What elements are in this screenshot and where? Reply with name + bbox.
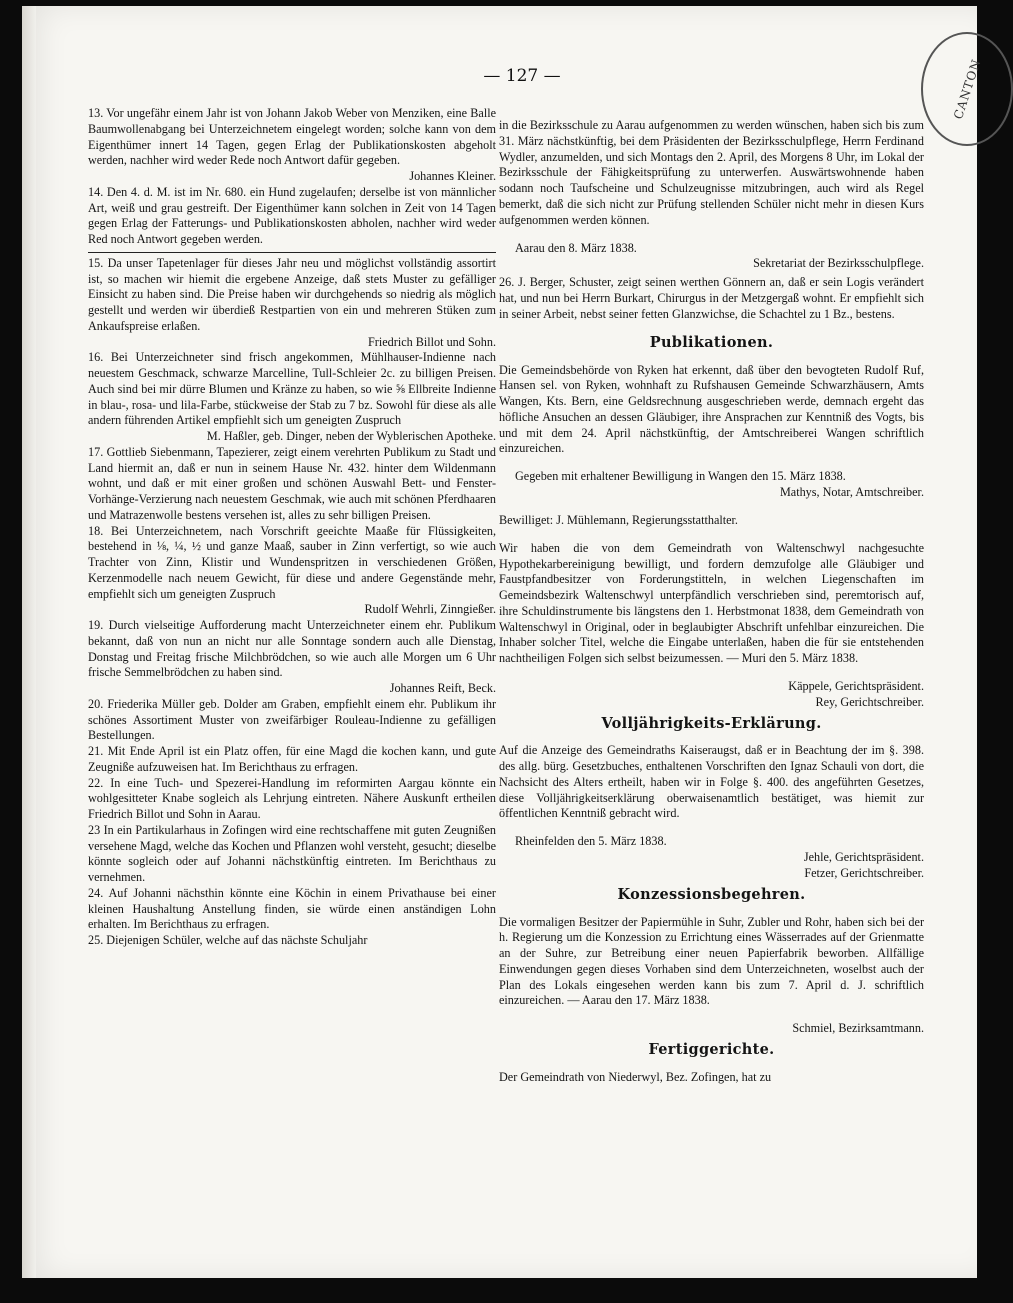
notice-16	[88, 350, 496, 445]
declaration-signature: Jehle, Gerichtspräsident.	[803, 850, 924, 865]
notice-text: 20. Friederika Müller geb. Dolder am Graben, empfiehlt einem ehr. Publikum ihr schönes Assortiment Muster von zweifärbiger Rouleau-Indienne zu gefälligen Bestellungen.	[88, 696, 496, 743]
notice-text: 16. Bei Unterzeichneter sind frisch angekommen, Mühlhauser-Indienne nach neuestem Geschmack, schwarze Marcelline, Tull-Schleier 2c. zu billigen Preisen. Auch sind bei mir dürre Blumen und Kränze zu haben, so wie ⅝ Ellbreite Indienne in blau-, rosa- und lila-Farbe, stückweise der Stab zu 7 bz. Sowohl für diese als alle andern führenden Artikel empfiehlt sich um geneigten Zuspruch	[88, 350, 496, 428]
section-divider	[88, 252, 496, 253]
section-heading-konzession: Konzessionsbegehren.	[617, 885, 806, 903]
right-column	[499, 106, 924, 1098]
stamp-text: CANTON	[950, 57, 984, 121]
notice-signature: Johannes Kleiner.	[409, 169, 496, 183]
notice-signature: Friedrich Billot und Sohn.	[368, 334, 496, 349]
notice-25	[88, 933, 496, 949]
publication-signature: Rey, Gerichtschreiber.	[815, 694, 924, 709]
notice-signature: Rudolf Wehrli, Zinngießer.	[364, 602, 496, 617]
notice-19	[88, 618, 496, 697]
notice-14	[88, 185, 496, 248]
concession-text: Die vormaligen Besitzer der Papiermühle in Suhr, Zubler und Rohr, haben sich bei der h. Regierung um die Konzession zu Errichtung eines Wässerrades auf der Grienmatte an der Suhre, zur Betreibung einer neuen Papierfabrik beworben. Allfällige Einwendungen gegen dieses Vorhaben sind dem Unterzeichneten, woselbst auch der Plan des Lokals eingesehen werden kann bis zum 7. April d. J. schriftlich einzureichen. — Aarau den 17. März 1838.	[499, 914, 924, 1008]
notice-26: 26. J. Berger, Schuster, zeigt seinen werthen Gönnern an, daß er sein Logis verändert hat, und nun bei Herrn Burkart, Chirurgus in der Metzgergaß wohnt. Er empfiehlt sich in seiner Arbeit, nebst seiner fetten Glanzwichse, die Schachtel zu 1 Bz., bestens.	[499, 275, 924, 321]
notice-24	[88, 886, 496, 933]
notice-text: 18. Bei Unterzeichnetem, nach Vorschrift geeichte Maaße für Flüssigkeiten, bestehend in ⅛, ¼, ½ und ganze Maaß, sauber in Zinn verfertigt, so wie auch Trachter von Zinn, Klistir und Wundenspritzen in verschiedenen Größen, Kerzenmodelle nach neuem Gewicht, für diese und andere Gegenstände mehr, empfiehlt sich um geneigten Zuspruch	[88, 523, 496, 601]
section-heading-publikationen: Publikationen.	[649, 333, 774, 351]
notice-23	[88, 823, 496, 886]
publication-given: Gegeben mit erhaltener Bewilligung in Wangen den 15. März 1838.	[515, 469, 846, 484]
newspaper-page	[22, 6, 984, 1278]
declaration-text: Auf die Anzeige des Gemeindraths Kaiseraugst, daß er in Beachtung der im §. 398. des allg. bürg. Gesetzbuches, enthaltenen Vorschriften den Ignaz Schauli von dort, die Nachsicht des Alters ertheilt, haben wir in Folge §. 400. des angeführten Gesetzes, diese Volljährigkeitserklärung oberwaisenamtlich bestätiget, was hiemit zur öffentlichen Kenntniß gebracht wird.	[499, 743, 924, 821]
publication-text: Wir haben die von dem Gemeindrath von Waltenschwyl nachgesuchte Hypothekarbereinigung bewilligt, und fordern demzufolge alle Gläubiger und Faustpfandbesitzer von Forderungstitteln, in welchen Liegenschaften im Gemeindsbezirk Waltenschwyl unterpfändlich verschrieben sind, peremtorisch auf, ihre Schuldinstrumente bis längstens den 1. Herbstmonat 1838, dem Gemeindrath von Waltenschwyl in Original, oder in beglaubigter Abschrift unfehlbar einzureichen. Die Inhaber solcher Titel, welche die Eingabe unterlaßen, haben die für sie entstehenden nachtheiligen Folgen sich selbst beizumessen. — Muri den 5. März 1838.	[499, 540, 924, 666]
notice-signature: M. Haßler, geb. Dinger, neben der Wyblerischen Apotheke.	[206, 429, 496, 443]
notice-signature: Johannes Reift, Beck.	[389, 681, 496, 695]
section-heading-volljaehrigkeit: Volljährigkeits-Erklärung.	[601, 714, 822, 732]
notice-text: 19. Durch vielseitige Aufforderung macht Unterzeichneter einem ehr. Publikum bekannt, daß von nun an nicht nur alle Sonntage sondern auch alle Dienstag, Donstag und Freitag frische Milchbrödchen, so wie auch alle Morgen um 6 Uhr frische Semmelbrödchen zu haben sind.	[88, 618, 496, 680]
notice-22	[88, 776, 496, 823]
notice-text: 25. Diejenigen Schüler, welche auf das nächste Schuljahr	[88, 933, 368, 947]
notice-text: 22. In eine Tuch- und Spezerei-Handlung im reformirten Aargau könnte ein wohlgesitteter Knabe sogleich als Lehrjung eintreten. Nähere Auskunft ertheilen Friedrich Billot und Sohn in Aarau.	[88, 775, 496, 821]
publication-signature: Mathys, Notar, Amtschreiber.	[779, 484, 924, 499]
notice-text: 15. Da unser Tapetenlager für dieses Jahr neu und möglichst vollständig assortirt ist, so machen wir hiemit die ergebene Anzeige, daß stets Muster zu gefälliger Einsicht zu haben sind. Die Preise haben wir durchgehends so niedrig als möglich gestellt und werden wir überdieß Restpartien von ein und mehreren Stüken zum Ankaufspreise erlaßen.	[88, 255, 496, 333]
notice-text: 14. Den 4. d. M. ist im Nr. 680. ein Hund zugelaufen; derselbe ist von männlicher Art, weiß und grau gestreift. Der Eigenthümer kann solchen in Zeit von 14 Tagen gegen Erlag der Fatterungs- und Publikationskosten abholen, nachher wird weder Red noch Antwort gegeben werden.	[88, 184, 496, 246]
notice-signature: Sekretariat der Bezirksschulpflege.	[753, 256, 924, 271]
notice-17	[88, 445, 496, 524]
publication-approval: Bewilliget: J. Mühlemann, Regierungsstatthalter.	[499, 512, 738, 527]
notice-text: 21. Mit Ende April ist ein Platz offen, für eine Magd die kochen kann, und gute Zeugniße aufzuweisen hat. Im Berichthaus zu erfragen.	[88, 744, 496, 774]
canton-stamp	[921, 32, 1013, 146]
notice-15	[88, 256, 496, 351]
declaration-signature: Fetzer, Gerichtschreiber.	[804, 865, 924, 880]
section-heading-fertiggerichte: Fertiggerichte.	[648, 1041, 775, 1058]
page-number: — 127 —	[483, 66, 561, 86]
notice-25-continued: in die Bezirksschule zu Aarau aufgenommen zu werden wünschen, haben sich bis zum 31. März nächstkünftig, bei dem Präsidenten der Bezirksschulpflege, Herrn Ferdinand Wydler, anzumelden, und sich Montags den 2. April, des Morgens 8 Uhr, im Lokal der Bezirksschule der Fähigkeitsprüfung zu unterwerfen. Auswärtswohnende haben sodann noch Taufscheine und Schulzeugnisse mitzubringen, auch wird als Regel bemerkt, daß die sich nicht zur Prüfung stellenden Schüler nicht mehr in diesen Kurs aufgenommen werden können.	[499, 118, 924, 227]
notice-text: 13. Vor ungefähr einem Jahr ist von Johann Jakob Weber von Menziken, eine Balle Baumwollenabgang bei Unterzeichnetem eingelegt worden; solche kann von dem Eigenthümer innert 14 Tagen, gegen Erlag der Publikationskosten abgeholt werden, nachher wird weder Rede noch Antwort dafür gegeben.	[88, 106, 496, 168]
publication-text: Die Gemeindsbehörde von Ryken hat erkennt, daß über den bevogteten Rudolf Ruf, Hansen sel. von Ryken, wohnhaft zu Rufshausen Gemeinde Schwarzhäusern, Amts Wangen, Kts. Bern, eine Geldsrechnung ausgeschrieben werde, demnach ergeht das höfliche Ansuchen an dessen Gläubiger, ihre Ansprachen zur Kenntniß des Vogts, bis und mit dem 24. April nächstkünftig, der Amtschreiberei Wangen schriftlich einzureichen.	[499, 362, 924, 456]
declaration-date: Rheinfelden den 5. März 1838.	[515, 834, 667, 849]
notice-13	[88, 106, 496, 185]
notice-20	[88, 697, 496, 744]
notice-21	[88, 744, 496, 776]
concession-signature: Schmiel, Bezirksamtmann.	[792, 1021, 924, 1036]
page-gutter-shadow	[22, 6, 36, 1278]
fertiggericht-text: Der Gemeindrath von Niederwyl, Bez. Zofingen, hat zu	[499, 1069, 772, 1084]
notice-text: 17. Gottlieb Siebenmann, Tapezierer, zeigt einem verehrten Publikum zu Stadt und Land hiermit an, daß er nun in seinem Hause Nr. 432. hinter dem Wildenmann wohnt, und daß er mit einer großen und schönen Auswahl Bett- und Fenster-Vorhänge-Verzierung nach neuestem Geschmak, wie auch mit schönen Pferdhaaren und Matrazenwolle bestens versehen ist, alles zu sehr billigen Preisen.	[88, 444, 496, 522]
notice-18	[88, 524, 496, 619]
left-column	[88, 106, 496, 949]
notice-text: 24. Auf Johanni nächsthin könnte eine Köchin in einem Privathause bei einer kleinen Haushaltung Anstellung finden, sie würde einen anständigen Lohn erhalten. Im Berichthaus zu erfragen.	[88, 885, 496, 932]
publication-signature: Käppele, Gerichtspräsident.	[788, 679, 924, 693]
notice-text: 23 In ein Partikularhaus in Zofingen wird eine rechtschaffene mit guten Zeugnißen versehene Magd, welche das Kochen und Pflanzen wohl versteht, gesucht; dieselbe könnte sogleich oder auf Johanni nächstkünftig eintreten. Im Berichthaus zu vernehmen.	[88, 822, 496, 884]
notice-date: Aarau den 8. März 1838.	[515, 240, 637, 255]
